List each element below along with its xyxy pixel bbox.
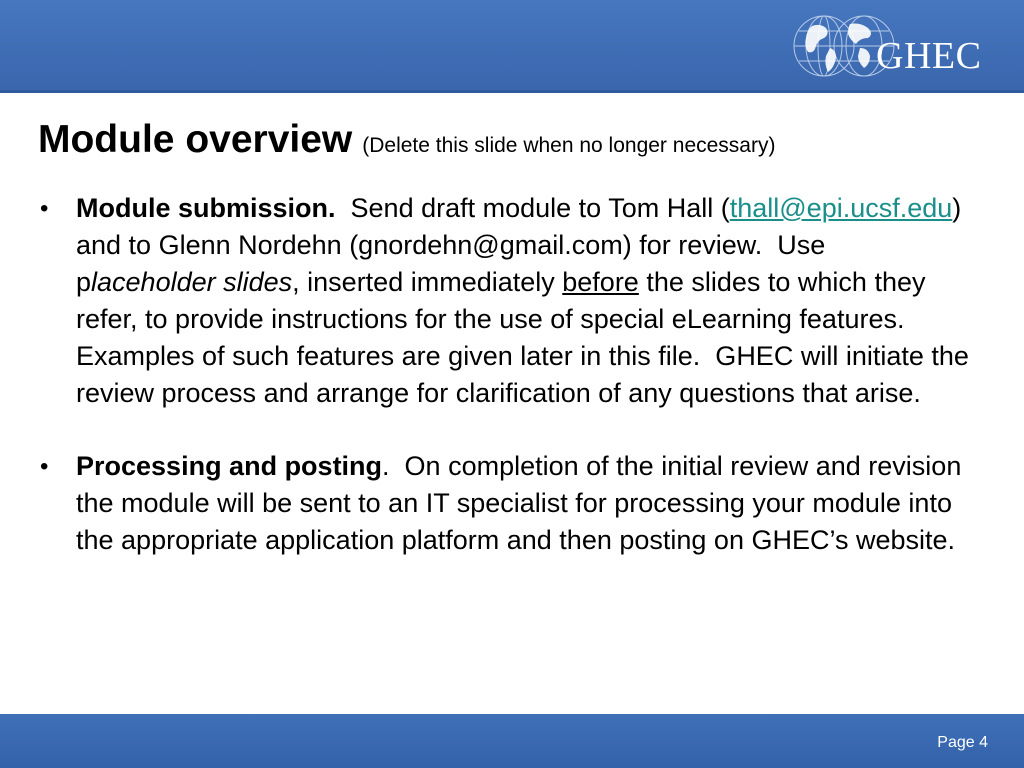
bullet-dot-icon: • (40, 453, 49, 480)
page-number: Page 4 (937, 734, 988, 751)
bullet-text: . On completion of the initial review and revision the module will be sent to an IT specialist for processing your module into the appropriate application platform and then posting on GHEC’s website. (76, 451, 969, 555)
email-link[interactable]: thall@epi.ucsf.edu (729, 193, 953, 223)
bullet-list (32, 190, 977, 559)
footer-bar (0, 714, 1024, 768)
bullet-text: Send draft module to Tom Hall ( (335, 193, 730, 223)
bullet-text: , inserted immediately (292, 267, 563, 297)
bullet-text: the slides to which they refer, to provide instructions for the use of special eLearning features. Examples of such features are given later in this file. GHEC will initiate the review process and arrange for clarification of any questions that arise. (76, 267, 977, 408)
bullet-italic-text: laceholder slides (91, 267, 293, 297)
bullet-underlined-text: before (562, 267, 639, 297)
slide-title-text: Module overview (38, 118, 353, 161)
slide-title (38, 118, 775, 162)
ghec-logo (790, 12, 1000, 80)
bullet-heading: Processing and posting (76, 451, 383, 481)
bullet-heading: Module submission. (76, 193, 336, 223)
bullet-dot-icon: • (40, 195, 49, 222)
bullet-module-submission (32, 190, 977, 412)
slide-title-note: (Delete this slide when no longer necessary) (362, 134, 776, 157)
bullet-text: ) and to Glenn Nordehn (gnordehn@gmail.com) for review. Use p (76, 193, 969, 297)
logo-text: GHEC (876, 35, 982, 77)
header-bar (0, 0, 1024, 93)
bullet-processing-posting (32, 448, 972, 559)
